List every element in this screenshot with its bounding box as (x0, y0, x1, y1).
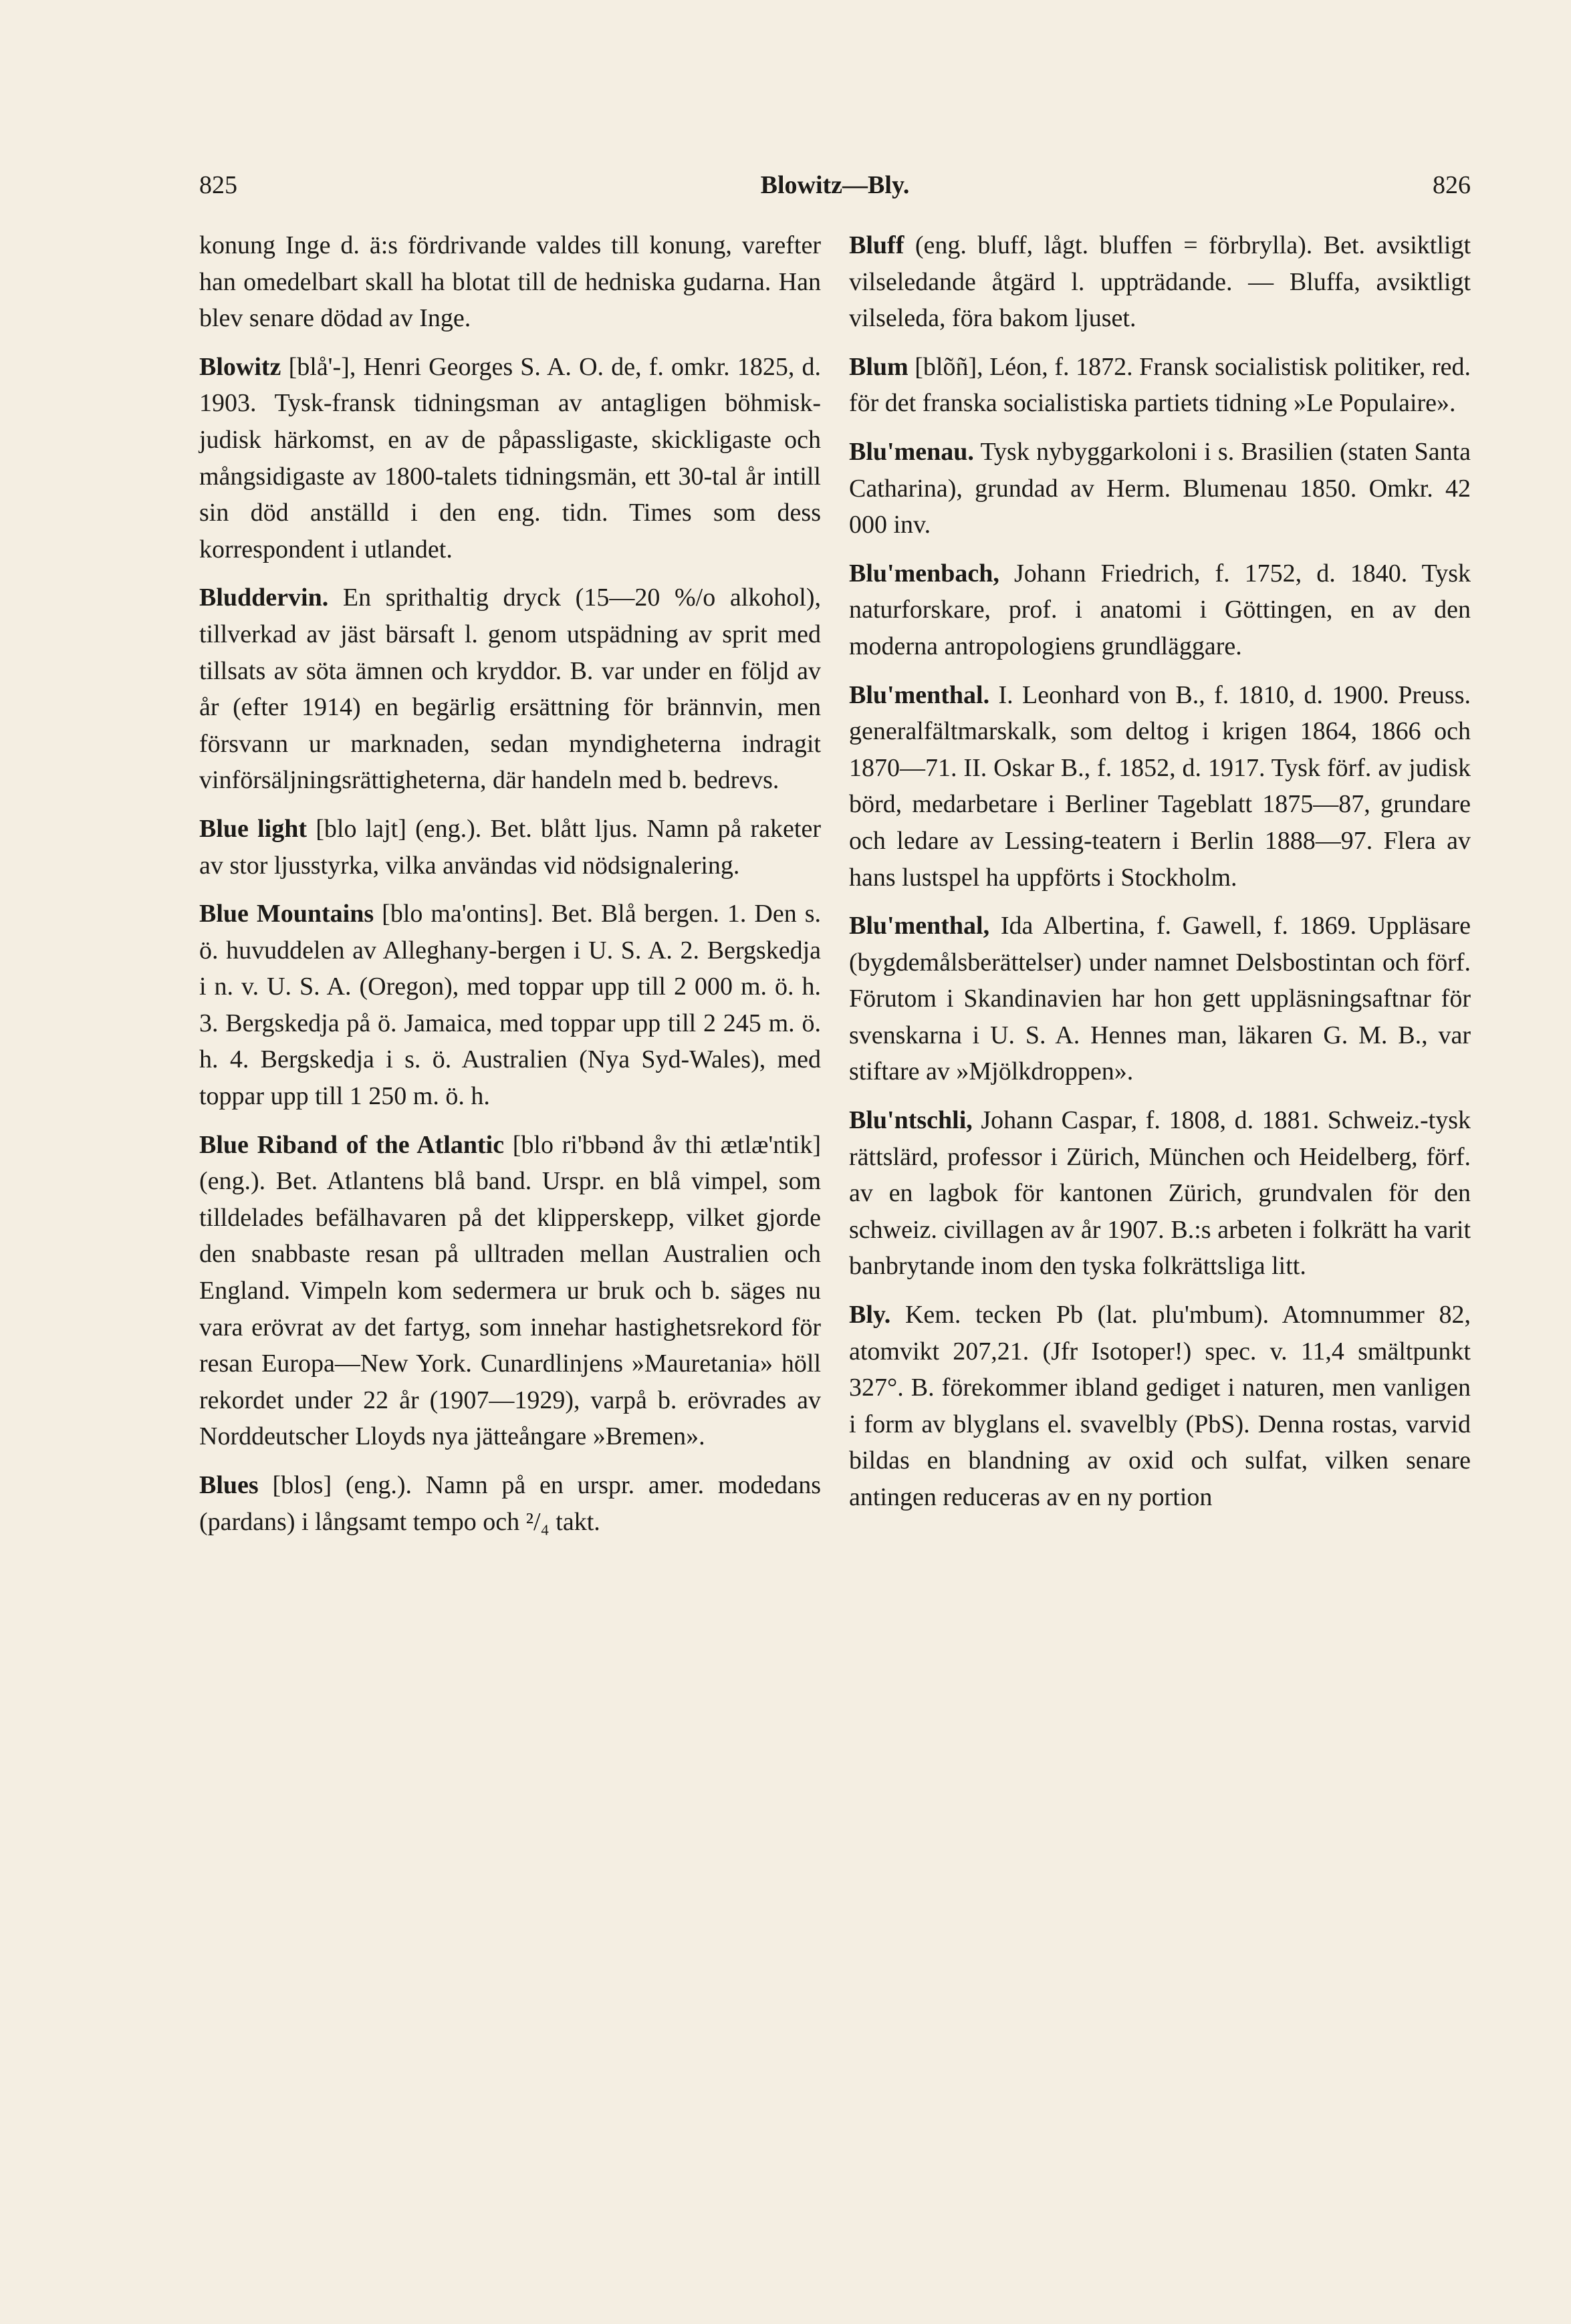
headword: Blowitz (199, 352, 281, 381)
headword: Blues (199, 1471, 259, 1499)
entry-text: [blo ma'ontins]. Bet. Blå bergen. 1. Den s. ö. huvuddelen av Alleghany-bergen i U. S. A. 2. Bergskedja i n. v. U. S. A. (Oregon), med toppar upp till 2 000 m. ö. h. 3. Bergskedja på ö. Jamaica, med toppar upp till 2 245 m. ö. h. 4. Bergskedja i s. ö. Australien (Nya Syd-Wales), med toppar upp till 1 250 m. ö. h. (199, 900, 821, 1111)
headword: Blue Riband of the Atlantic (199, 1130, 505, 1159)
right-column (849, 227, 1471, 1528)
entry (199, 227, 821, 337)
entry (849, 1102, 1471, 1285)
headword: Blu'menthal, (849, 912, 990, 940)
headword: Bly. (849, 1301, 891, 1329)
headword: Blu'ntschli, (849, 1106, 973, 1135)
left-page-number: 825 (199, 171, 237, 199)
running-title: Blowitz—Bly. (760, 171, 910, 199)
headword: Blu'menbach, (849, 559, 999, 588)
entry-text: [blo ri'bbənd åv thi ætlæ'ntik] (eng.). Bet. Atlantens blå band. Urspr. en blå vimpel, som tilldelades befälhavaren på det klipperskepp, vilket gjorde den snabbaste resan på ulltraden mellan Australien och England. Vimpeln kom sedermera ur bruk och b. säges nu vara erövrat av det fartyg, som innehar hastighetsrekord för resan Europa—New York. Cunardlinjens »Mauretania» höll rekordet under 22 år (1907—1929), varpå b. erövrades av Norddeutscher Lloyds nya jätteångare »Bremen». (199, 1130, 821, 1451)
entry-text: Ida Albertina, f. Gawell, f. 1869. Uppläsare (bygdemålsberättelser) under namnet Delsbostintan och förf. Förutom i Skandinavien har hon gett uppläsningsaftnar för svenskarna i U. S. A. Hennes man, läkaren G. M. B., var stiftare av »Mjölkdroppen». (849, 912, 1471, 1086)
entry-text: (eng. bluff, lågt. bluffen = förbrylla). Bet. avsiktligt vilseledande åtgärd l. uppträdande. — Bluffa, avsiktligt vilseleda, föra bakom ljuset. (849, 231, 1471, 333)
entry (199, 349, 821, 568)
entry (849, 349, 1471, 422)
headword: Blum (849, 352, 909, 381)
entry-text: [blõñ], Léon, f. 1872. Fransk socialistisk politiker, red. för det franska socialistiska partiets tidning »Le Populaire». (849, 352, 1471, 418)
entry (849, 677, 1471, 896)
page-header (199, 170, 1471, 211)
entry-text: [blos] (eng.). Namn på en urspr. amer. modedans (pardans) i långsamt tempo och ²/₄ takt. (199, 1471, 821, 1536)
entry (199, 811, 821, 884)
entry (199, 579, 821, 799)
entry-text: konung Inge d. ä:s fördrivande valdes till konung, varefter han omedelbart skall ha blotat till de hedniska gudarna. Han blev senare dödad av Inge. (199, 231, 821, 333)
right-page-number: 826 (1433, 171, 1471, 199)
entry-text: En sprithaltig dryck (15—20 %/o alkohol), tillverkad av jäst bärsaft l. genom utspädning av sprit med tillsats av söta ämnen och kryddor. B. var under en följd av år (efter 1914) en begärlig ersättning för brännvin, men försvann ur marknaden, sedan myndigheterna indragit vinförsäljningsrättigheterna, där handeln med b. bedrevs. (199, 584, 821, 795)
entry-text: Johann Caspar, f. 1808, d. 1881. Schweiz.-tysk rättslärd, professor i Zürich, München och Heidelberg, förf. av en lagbok för kantonen Zürich, grundvalen för den schweiz. civillagen av år 1907. B.:s arbeten i folkrätt ha varit banbrytande inom den tyska folkrättsliga litt. (849, 1106, 1471, 1281)
headword: Blu'menau. (849, 437, 974, 466)
entry-text: [blå'-], Henri Georges S. A. O. de, f. omkr. 1825, d. 1903. Tysk-fransk tidningsman av antagligen böhmisk-judisk härkomst, en av de påpassligaste, skickligaste och mångsidigaste av 1800-talets tidningsmän, ett 30-tal år intill sin död anställd i den eng. tidn. Times som dess korrespondent i utlandet. (199, 352, 821, 563)
entry (199, 896, 821, 1115)
entry-text: Johann Friedrich, f. 1752, d. 1840. Tysk naturforskare, prof. i anatomi i Göttingen, en av den moderna antropologiens grundläggare. (849, 559, 1471, 660)
left-column (199, 227, 821, 1552)
headword: Bluddervin. (199, 584, 329, 612)
entry-text: Kem. tecken Pb (lat. plu'mbum). Atomnummer 82, atomvikt 207,21. (Jfr Isotoper!) spec. v. 11,4 smältpunkt 327°. B. förekommer ibland gediget i naturen, men vanligen i form av blyglans el. svavelbly (PbS). Denna rostas, varvid bildas en blandning av oxid och sulfat, vilken senare antingen reduceras av en ny portion (849, 1301, 1471, 1511)
entry (199, 1467, 821, 1540)
entry-text: Tysk nybyggarkoloni i s. Brasilien (staten Santa Catharina), grundad av Herm. Blumenau 1850. Omkr. 42 000 inv. (849, 437, 1471, 539)
entry (849, 227, 1471, 337)
headword: Bluff (849, 231, 904, 259)
entry (849, 1297, 1471, 1516)
entry-text: I. Leonhard von B., f. 1810, d. 1900. Preuss. generalfältmarskalk, som deltog i krigen 1864, 1866 och 1870—71. II. Oskar B., f. 1852, d. 1917. Tysk förf. av judisk börd, medarbetare i Berliner Tageblatt 1875—87, grundare och ledare av Lessing-teatern i Berlin 1888—97. Flera av hans lustspel ha uppförts i Stockholm. (849, 680, 1471, 892)
headword: Blu'menthal. (849, 680, 990, 709)
entry-text: [blo lajt] (eng.). Bet. blått ljus. Namn på raketer av stor ljusstyrka, vilka användas vid nödsignalering. (199, 814, 821, 880)
entry (849, 434, 1471, 543)
headword: Blue light (199, 814, 308, 843)
entry (849, 908, 1471, 1090)
entry (199, 1127, 821, 1455)
entry (849, 555, 1471, 665)
headword: Blue Mountains (199, 900, 374, 928)
